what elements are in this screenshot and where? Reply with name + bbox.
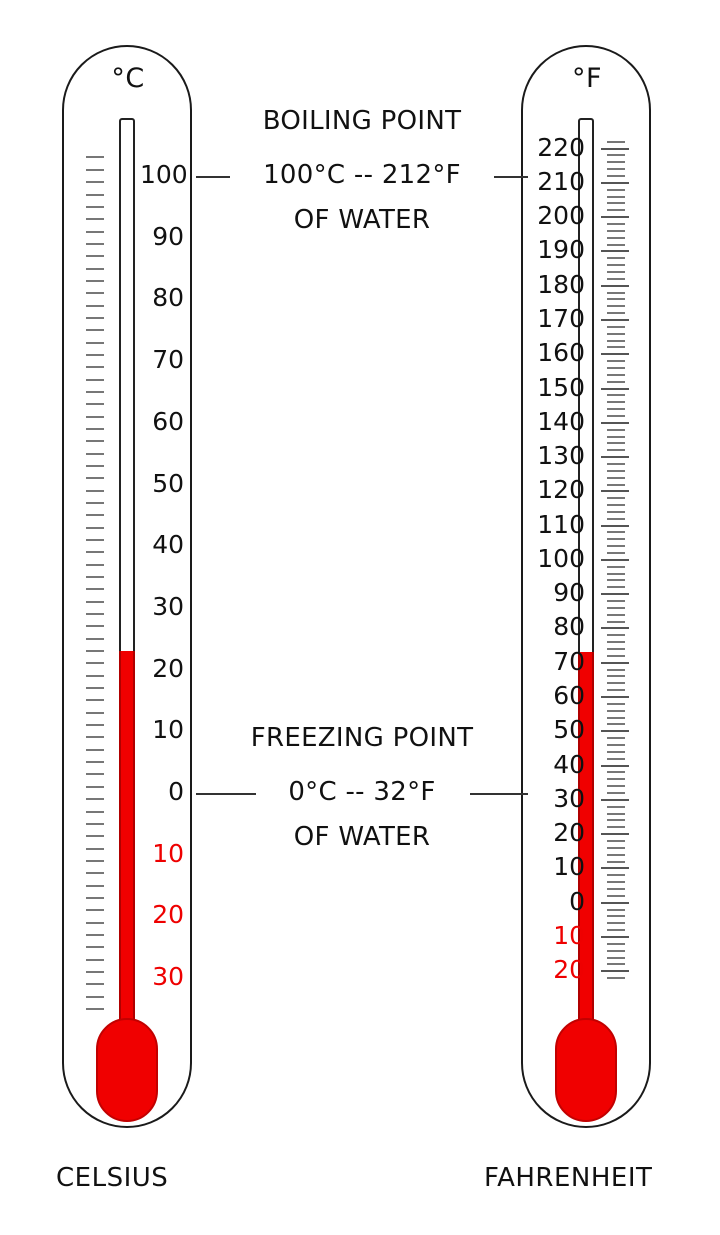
tick-minor <box>86 712 104 714</box>
tick-minor <box>607 806 625 808</box>
fahrenheit-scale-label: 40 <box>553 749 585 779</box>
celsius-scale-label: 20 <box>152 653 184 683</box>
tick-minor <box>86 305 104 307</box>
fahrenheit-scale-label: 120 <box>537 475 585 505</box>
tick-minor <box>607 771 625 773</box>
fahrenheit-thermometer <box>521 45 653 1130</box>
tick-minor <box>86 699 104 701</box>
tick-minor <box>607 909 625 911</box>
tick-minor <box>86 736 104 738</box>
tick-minor <box>607 442 625 444</box>
tick-minor <box>607 847 625 849</box>
tick-minor <box>607 669 625 671</box>
fahrenheit-scale-label: 100 <box>537 543 585 573</box>
tick-minor <box>86 761 104 763</box>
tick-minor <box>86 218 104 220</box>
tick-minor <box>86 625 104 627</box>
tick-minor <box>607 374 625 376</box>
tick-minor <box>86 885 104 887</box>
tick-minor <box>86 959 104 961</box>
celsius-scale-label: 20 <box>152 900 184 930</box>
tick-minor <box>607 573 625 575</box>
tick-minor <box>607 963 625 965</box>
tick-minor <box>607 346 625 348</box>
tick-minor <box>86 848 104 850</box>
tick-minor <box>86 946 104 948</box>
tick-minor <box>607 792 625 794</box>
tick-minor <box>607 758 625 760</box>
tick-minor <box>86 292 104 294</box>
fahrenheit-scale-label: 150 <box>537 372 585 402</box>
tick-minor <box>607 710 625 712</box>
fahrenheit-scale-label: 20 <box>553 955 585 985</box>
fahrenheit-scale-label: 140 <box>537 406 585 436</box>
tick-minor <box>607 840 625 842</box>
tick-minor <box>607 223 625 225</box>
tick-minor <box>86 983 104 985</box>
tick-minor <box>607 957 625 959</box>
tick-minor <box>607 477 625 479</box>
tick-minor <box>607 161 625 163</box>
tick-minor <box>86 354 104 356</box>
tick-minor <box>607 504 625 506</box>
tick-minor <box>86 206 104 208</box>
tick-minor <box>86 366 104 368</box>
tick-minor <box>86 588 104 590</box>
tick-major <box>601 627 629 629</box>
tick-minor <box>86 416 104 418</box>
tick-major <box>601 867 629 869</box>
tick-minor <box>607 874 625 876</box>
tick-minor <box>86 440 104 442</box>
celsius-scale-name: CELSIUS <box>56 1163 169 1193</box>
tick-minor <box>86 231 104 233</box>
tick-minor <box>86 650 104 652</box>
tick-minor <box>607 264 625 266</box>
tick-minor <box>607 826 625 828</box>
tick-minor <box>86 860 104 862</box>
tick-minor <box>86 675 104 677</box>
tick-minor <box>607 737 625 739</box>
boiling-point-label-line3: OF WATER <box>293 205 431 235</box>
freezing-point-label-line3: OF WATER <box>293 822 431 852</box>
tick-minor <box>86 564 104 566</box>
tick-major <box>601 456 629 458</box>
celsius-scale-label: 30 <box>152 962 184 992</box>
tick-minor <box>607 881 625 883</box>
tick-minor <box>607 929 625 931</box>
tick-minor <box>86 539 104 541</box>
tick-minor <box>607 600 625 602</box>
tick-major <box>601 490 629 492</box>
tick-minor <box>607 298 625 300</box>
freezing-point-label-line1: FREEZING POINT <box>250 723 474 753</box>
tick-minor <box>86 786 104 788</box>
boiling-point-label-line2: 100°C -- 212°F <box>263 160 461 190</box>
tick-minor <box>86 255 104 257</box>
tick-minor <box>607 154 625 156</box>
tick-minor <box>607 614 625 616</box>
tick-minor <box>607 977 625 979</box>
tick-minor <box>86 613 104 615</box>
tick-minor <box>607 689 625 691</box>
tick-minor <box>607 394 625 396</box>
freezing-point-label-line2: 0°C -- 32°F <box>288 777 436 807</box>
fahrenheit-scale-name: FAHRENHEIT <box>484 1163 653 1193</box>
tick-minor <box>86 317 104 319</box>
tick-minor <box>86 835 104 837</box>
tick-minor <box>607 470 625 472</box>
tick-minor <box>607 511 625 513</box>
tick-minor <box>86 971 104 973</box>
tick-minor <box>86 428 104 430</box>
celsius-scale-label: 30 <box>152 591 184 621</box>
tick-minor <box>607 401 625 403</box>
tick-minor <box>607 922 625 924</box>
fahrenheit-scale-label: 30 <box>553 783 585 813</box>
celsius-scale-label: 0 <box>168 777 184 806</box>
fahrenheit-scale-label: 50 <box>553 715 585 745</box>
tick-minor <box>607 292 625 294</box>
tick-minor <box>607 566 625 568</box>
tick-major <box>601 353 629 355</box>
tick-minor <box>86 638 104 640</box>
celsius-mercury-column <box>119 651 135 1040</box>
tick-minor <box>86 453 104 455</box>
tick-major <box>601 696 629 698</box>
tick-minor <box>607 381 625 383</box>
tick-minor <box>607 257 625 259</box>
fahrenheit-scale-label: 200 <box>537 201 585 231</box>
tick-minor <box>607 778 625 780</box>
tick-minor <box>607 429 625 431</box>
tick-minor <box>86 551 104 553</box>
tick-minor <box>86 687 104 689</box>
tick-minor <box>607 682 625 684</box>
tick-minor <box>607 950 625 952</box>
tick-minor <box>607 305 625 307</box>
tick-minor <box>607 641 625 643</box>
celsius-unit-symbol: °C <box>111 63 145 94</box>
tick-minor <box>86 156 104 158</box>
tick-minor <box>86 268 104 270</box>
tick-minor <box>607 854 625 856</box>
tick-minor <box>607 579 625 581</box>
fahrenheit-unit-symbol: °F <box>571 63 603 94</box>
tick-minor <box>86 576 104 578</box>
boiling-point-label-line1: BOILING POINT <box>262 106 462 136</box>
celsius-scale-label: 10 <box>152 838 184 868</box>
tick-major <box>601 559 629 561</box>
tick-minor <box>86 823 104 825</box>
tick-minor <box>607 436 625 438</box>
tick-minor <box>86 773 104 775</box>
tick-minor <box>607 449 625 451</box>
fahrenheit-scale-label: 80 <box>553 612 585 642</box>
tick-minor <box>86 996 104 998</box>
fahrenheit-scale-label: 10 <box>553 852 585 882</box>
tick-minor <box>607 189 625 191</box>
fahrenheit-scale-label: 20 <box>553 818 585 848</box>
tick-minor <box>86 798 104 800</box>
tick-minor <box>607 518 625 520</box>
celsius-scale-label: 10 <box>152 715 184 745</box>
tick-minor <box>607 209 625 211</box>
tick-minor <box>607 586 625 588</box>
tick-minor <box>607 340 625 342</box>
tick-minor <box>607 621 625 623</box>
celsius-bulb <box>96 1018 158 1122</box>
tick-major <box>601 765 629 767</box>
celsius-scale-label: 50 <box>152 468 184 498</box>
tick-major <box>601 936 629 938</box>
celsius-scale-label: 90 <box>152 221 184 251</box>
tick-minor <box>607 312 625 314</box>
fahrenheit-scale-label: 180 <box>537 269 585 299</box>
tick-minor <box>607 915 625 917</box>
tick-major <box>601 216 629 218</box>
tick-major <box>601 730 629 732</box>
tick-major <box>601 422 629 424</box>
tick-minor <box>607 545 625 547</box>
tick-minor <box>86 379 104 381</box>
tick-minor <box>607 813 625 815</box>
fahrenheit-scale-label: 130 <box>537 441 585 471</box>
fahrenheit-scale-label: 0 <box>569 886 585 916</box>
tick-minor <box>607 888 625 890</box>
tick-minor <box>607 168 625 170</box>
tick-minor <box>86 1008 104 1010</box>
tick-major <box>601 970 629 972</box>
tick-minor <box>607 360 625 362</box>
fahrenheit-scale-label: 60 <box>553 681 585 711</box>
tick-minor <box>86 477 104 479</box>
tick-minor <box>86 181 104 183</box>
celsius-scale-label: 40 <box>152 530 184 560</box>
tick-major <box>601 902 629 904</box>
tick-major <box>601 799 629 801</box>
tick-minor <box>86 601 104 603</box>
tick-major <box>601 833 629 835</box>
tick-minor <box>607 552 625 554</box>
tick-minor <box>607 648 625 650</box>
fahrenheit-bulb <box>555 1018 617 1122</box>
tick-minor <box>607 751 625 753</box>
tick-major <box>601 148 629 150</box>
tick-minor <box>607 634 625 636</box>
tick-minor <box>607 785 625 787</box>
tick-minor <box>607 244 625 246</box>
tick-minor <box>607 367 625 369</box>
tick-minor <box>86 922 104 924</box>
tick-minor <box>86 872 104 874</box>
tick-minor <box>86 909 104 911</box>
tick-minor <box>86 811 104 813</box>
tick-minor <box>607 703 625 705</box>
celsius-scale-label: 100 <box>140 160 188 189</box>
fahrenheit-scale-label: 220 <box>537 132 585 162</box>
tick-minor <box>607 230 625 232</box>
tick-minor <box>86 749 104 751</box>
celsius-scale-label: 70 <box>152 345 184 375</box>
tick-minor <box>607 607 625 609</box>
tick-major <box>601 525 629 527</box>
tick-major <box>601 593 629 595</box>
tick-minor <box>86 169 104 171</box>
tick-minor <box>607 655 625 657</box>
tick-minor <box>607 326 625 328</box>
fahrenheit-scale-label: 90 <box>553 578 585 608</box>
tick-minor <box>86 465 104 467</box>
celsius-scale-label: 80 <box>152 283 184 313</box>
celsius-thermometer <box>62 45 194 1130</box>
tick-major <box>601 388 629 390</box>
tick-minor <box>86 502 104 504</box>
tick-minor <box>607 175 625 177</box>
tick-minor <box>86 897 104 899</box>
tick-minor <box>86 329 104 331</box>
tick-minor <box>607 196 625 198</box>
celsius-scale-label: 60 <box>152 406 184 436</box>
tick-minor <box>607 723 625 725</box>
tick-minor <box>607 237 625 239</box>
tick-minor <box>607 202 625 204</box>
tick-minor <box>607 861 625 863</box>
tick-major <box>601 250 629 252</box>
tick-minor <box>607 943 625 945</box>
fahrenheit-scale-label: 10 <box>553 920 585 950</box>
tick-minor <box>86 490 104 492</box>
tick-minor <box>86 391 104 393</box>
tick-minor <box>86 403 104 405</box>
tick-minor <box>607 538 625 540</box>
tick-minor <box>607 819 625 821</box>
tick-minor <box>607 141 625 143</box>
tick-major <box>601 285 629 287</box>
tick-major <box>601 319 629 321</box>
tick-minor <box>607 895 625 897</box>
fahrenheit-scale-label: 210 <box>537 166 585 196</box>
tick-minor <box>607 463 625 465</box>
fahrenheit-scale-label: 160 <box>537 338 585 368</box>
fahrenheit-scale-label: 170 <box>537 303 585 333</box>
tick-minor <box>86 934 104 936</box>
tick-minor <box>607 497 625 499</box>
tick-minor <box>86 194 104 196</box>
tick-minor <box>607 278 625 280</box>
tick-minor <box>607 717 625 719</box>
tick-major <box>601 662 629 664</box>
tick-major <box>601 182 629 184</box>
tick-minor <box>86 527 104 529</box>
tick-minor <box>607 484 625 486</box>
tick-minor <box>86 724 104 726</box>
tick-minor <box>607 531 625 533</box>
tick-minor <box>607 415 625 417</box>
tick-minor <box>86 342 104 344</box>
tick-minor <box>86 514 104 516</box>
fahrenheit-scale-label: 190 <box>537 235 585 265</box>
tick-minor <box>607 408 625 410</box>
tick-minor <box>86 662 104 664</box>
tick-minor <box>86 243 104 245</box>
tick-minor <box>607 271 625 273</box>
tick-minor <box>86 280 104 282</box>
tick-minor <box>607 333 625 335</box>
fahrenheit-scale-label: 70 <box>553 646 585 676</box>
tick-minor <box>607 744 625 746</box>
tick-minor <box>607 675 625 677</box>
fahrenheit-scale-label: 110 <box>537 509 585 539</box>
